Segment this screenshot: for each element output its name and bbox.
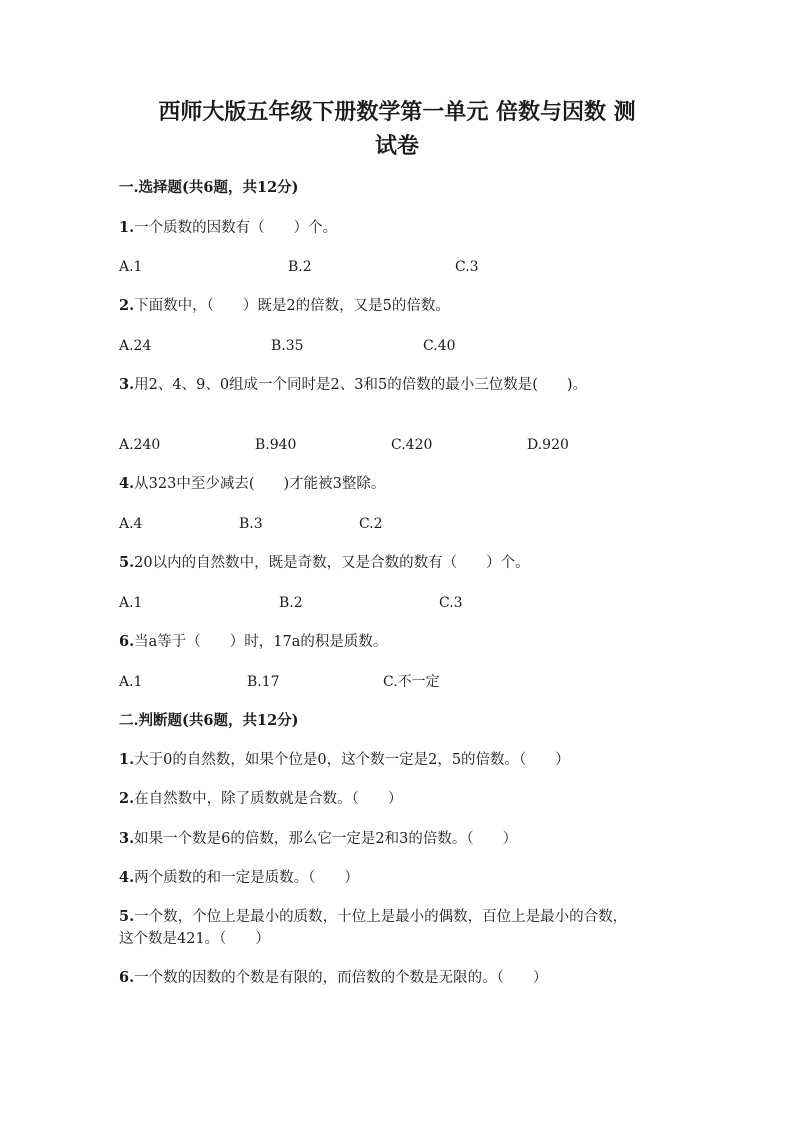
question-1	[119, 218, 337, 238]
section-heading-choice: 一.选择题(共6题，共12分)	[119, 179, 299, 196]
question-number: 5.	[119, 908, 135, 925]
option-c: C.3	[439, 595, 463, 611]
question-number: 6.	[119, 969, 135, 986]
option-b: B.3	[239, 516, 263, 532]
question-3	[119, 375, 587, 395]
option-c: C.3	[455, 259, 479, 275]
option-a: A.1	[119, 674, 143, 690]
judgement-2	[119, 789, 402, 809]
question-text: 一个数的因数的个数是有限的，而倍数的个数是无限的。（ ）	[134, 970, 548, 986]
question-number: 3.	[119, 376, 135, 393]
question-text: 两个质数的和一定是质数。（ ）	[134, 870, 359, 886]
section-heading-judgement: 二.判断题(共6题，共12分)	[119, 712, 299, 729]
question-text: 在自然数中，除了质数就是合数。（ ）	[134, 791, 403, 807]
option-c: C.420	[391, 437, 433, 453]
question-text: 从323中至少减去( )才能被3整除。	[134, 476, 386, 492]
option-b: B.17	[247, 674, 280, 690]
judgement-5	[119, 907, 627, 927]
option-b: B.940	[255, 437, 297, 453]
question-number: 2.	[119, 790, 135, 807]
question-text: 一个质数的因数有（ ）个。	[134, 220, 338, 236]
question-number: 4.	[119, 869, 135, 886]
question-text: 一个数，个位上是最小的质数，十位上是最小的偶数，百位上是最小的合数，	[134, 909, 628, 925]
question-text: 下面数中，（ ）既是2的倍数，又是5的倍数。	[134, 298, 450, 314]
judgement-5-continued: 这个数是421。（ ）	[119, 931, 270, 947]
question-2	[119, 296, 450, 316]
question-number: 1.	[119, 751, 135, 768]
question-4	[119, 474, 385, 494]
question-number: 3.	[119, 830, 135, 847]
page-title-line1: 西师大版五年级下册数学第一单元 倍数与因数 测	[158, 99, 636, 125]
question-6	[119, 632, 387, 652]
option-a: A.24	[119, 338, 152, 354]
option-b: B.35	[271, 338, 304, 354]
option-c: C.40	[423, 338, 456, 354]
question-number: 2.	[119, 297, 135, 314]
question-number: 4.	[119, 475, 135, 492]
question-text: 当a等于（ ）时，17a的积是质数。	[134, 634, 388, 650]
page-title-line2: 试卷	[374, 133, 419, 159]
option-a: A.4	[119, 516, 143, 532]
option-c: C.2	[359, 516, 383, 532]
judgement-3	[119, 829, 517, 849]
option-b: B.2	[279, 595, 303, 611]
option-d: D.920	[527, 437, 569, 453]
option-b: B.2	[288, 259, 312, 275]
option-a: A.1	[119, 595, 143, 611]
question-text: 如果一个数是6的倍数，那么它一定是2和3的倍数。（ ）	[134, 831, 518, 847]
question-number: 6.	[119, 633, 135, 650]
question-5	[119, 553, 530, 573]
judgement-4	[119, 868, 359, 888]
question-text: 20以内的自然数中，既是奇数，又是合数的数有（ ）个。	[134, 555, 530, 571]
option-c: C.不一定	[383, 674, 440, 690]
option-a: A.240	[119, 437, 161, 453]
question-number: 5.	[119, 554, 135, 571]
question-text: 大于0的自然数，如果个位是0，这个数一定是2，5的倍数。（ ）	[134, 752, 570, 768]
option-a: A.1	[119, 259, 143, 275]
judgement-1	[119, 750, 570, 770]
question-number: 1.	[119, 219, 135, 236]
question-text: 用2、4、9、0组成一个同时是2、3和5的倍数的最小三位数是( )。	[134, 377, 588, 393]
judgement-6	[119, 968, 547, 988]
